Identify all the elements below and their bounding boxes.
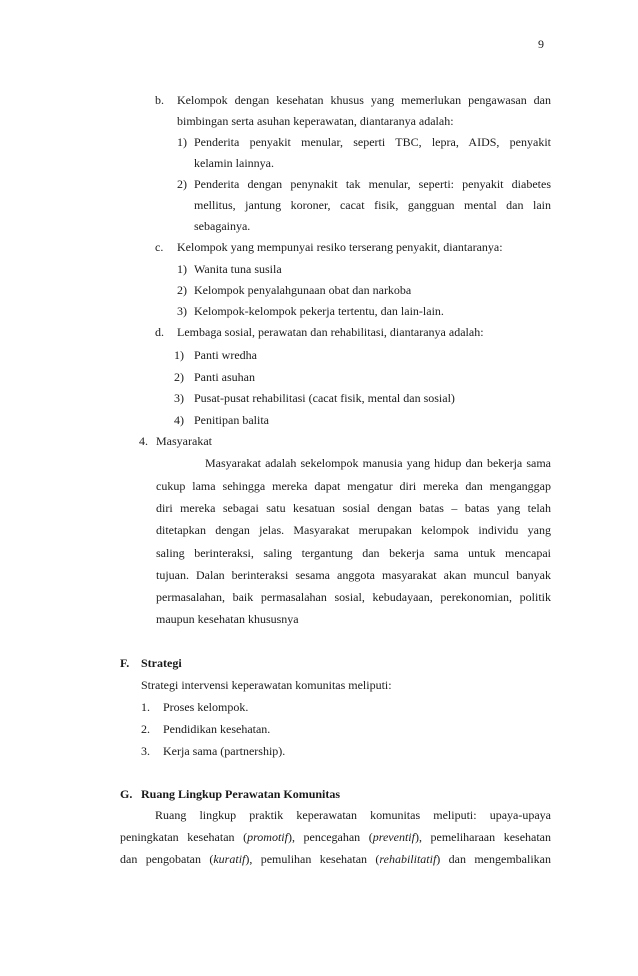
section-g-line-2 xyxy=(120,830,551,844)
section-f-item-3-text: Kerja sama (partnership). xyxy=(163,744,286,758)
item-d4-marker: 4) xyxy=(174,413,184,427)
item-b2-marker: 2) xyxy=(177,177,187,191)
item-b1-line-1: Penderita penyakit menular, seperti TBC, lepra, AIDS, penyakit xyxy=(194,135,551,149)
masyarakat-line-7: permasalahan, baik permasalahan sosial, kebudayaan, perekonomian, politik xyxy=(156,590,551,604)
section-g-line-2-a: peningkatan kesehatan ( xyxy=(120,830,248,844)
item-c1-text: Wanita tuna susila xyxy=(194,262,282,276)
item-b1-marker: 1) xyxy=(177,135,187,149)
item-d2-marker: 2) xyxy=(174,370,184,384)
section-g-line-3 xyxy=(120,852,551,866)
page-number: 9 xyxy=(538,37,544,51)
term-rehabilitatif: rehabilitatif xyxy=(379,852,437,866)
list-marker-d: d. xyxy=(155,325,164,339)
section-g-line-1: Ruang lingkup praktik keperawatan komunitas meliputi: upaya-upaya xyxy=(155,808,551,822)
item-c1-marker: 1) xyxy=(177,262,187,276)
section-f-item-1-text: Proses kelompok. xyxy=(163,700,249,714)
masyarakat-line-8: maupun kesehatan khususnya xyxy=(156,612,299,626)
item-b2-line-1: Penderita dengan penynakit tak menular, seperti: penyakit diabetes xyxy=(194,177,551,191)
masyarakat-line-5: saling berinteraksi, saling tergantung dan bekerja sama untuk mencapai xyxy=(156,546,551,560)
item-c3-text: Kelompok-kelompok pekerja tertentu, dan lain-lain. xyxy=(194,304,444,318)
item-b1-line-2: kelamin lainnya. xyxy=(194,156,274,170)
term-kuratif: kuratif xyxy=(213,852,246,866)
section-g-title: Ruang Lingkup Perawatan Komunitas xyxy=(141,787,341,801)
item-d2-text: Panti asuhan xyxy=(194,370,255,384)
masyarakat-line-2: cukup lama sehingga mereka dapat mengatur diri mereka dan menganggap xyxy=(156,479,551,493)
list-marker-c: c. xyxy=(155,240,164,254)
section-g-line-2-c: ), pemeliharaan kesehatan xyxy=(414,830,552,844)
item-d3-marker: 3) xyxy=(174,391,184,405)
section-g-line-3-c: ) dan mengembalikan xyxy=(436,852,551,866)
section-f-intro: Strategi intervensi keperawatan komunitas meliputi: xyxy=(141,678,392,692)
masyarakat-line-6: tujuan. Dalan berinteraksi sesama anggota masyarakat akan muncul banyak xyxy=(156,568,551,582)
section-f-item-2-marker: 2. xyxy=(141,722,150,736)
item-d1-text: Panti wredha xyxy=(194,348,257,362)
masyarakat-line-3: diri mereka sebagai satu kesatuan sosial dengan batas – batas yang telah xyxy=(156,501,551,515)
masyarakat-title: Masyarakat xyxy=(156,434,212,448)
item-c-text: Kelompok yang mempunyai resiko terserang penyakit, diantaranya: xyxy=(177,240,503,254)
section-f-marker: F. xyxy=(120,656,130,670)
section-g-line-3-a: dan pengobatan ( xyxy=(120,852,214,866)
section-g-line-3-b: ), pemulihan kesehatan ( xyxy=(245,852,380,866)
item-d4-text: Penitipan balita xyxy=(194,413,269,427)
item-c3-marker: 3) xyxy=(177,304,187,318)
term-preventif: preventif xyxy=(372,830,415,844)
section-f-item-3-marker: 3. xyxy=(141,744,150,758)
list-marker-b: b. xyxy=(155,93,164,107)
masyarakat-line-4: ditetapkan dengan jelas. Masyarakat merupakan kelompok individu yang xyxy=(156,523,551,537)
item-c2-marker: 2) xyxy=(177,283,187,297)
item-c2-text: Kelompok penyalahgunaan obat dan narkoba xyxy=(194,283,412,297)
masyarakat-marker: 4. xyxy=(139,434,148,448)
section-g-line-2-b: ), pencegahan ( xyxy=(287,830,373,844)
item-d1-marker: 1) xyxy=(174,348,184,362)
item-b2-line-2: mellitus, jantung koroner, cacat fisik, gangguan mental dan lain xyxy=(194,198,551,212)
item-b-line-1: Kelompok dengan kesehatan khusus yang memerlukan pengawasan dan xyxy=(177,93,551,107)
section-f-item-2-text: Pendidikan kesehatan. xyxy=(163,722,271,736)
masyarakat-line-1: Masyarakat adalah sekelompok manusia yang hidup dan bekerja sama xyxy=(205,456,551,470)
section-f-item-1-marker: 1. xyxy=(141,700,150,714)
section-f-title: Strategi xyxy=(141,656,182,670)
item-d-text: Lembaga sosial, perawatan dan rehabilitasi, diantaranya adalah: xyxy=(177,325,484,339)
item-b-line-2: bimbingan serta asuhan keperawatan, diantaranya adalah: xyxy=(177,114,454,128)
term-promotif: promotif xyxy=(247,830,288,844)
item-d3-text: Pusat-pusat rehabilitasi (cacat fisik, mental dan sosial) xyxy=(194,391,455,405)
item-b2-line-3: sebagainya. xyxy=(194,219,251,233)
section-g-marker: G. xyxy=(120,787,133,801)
